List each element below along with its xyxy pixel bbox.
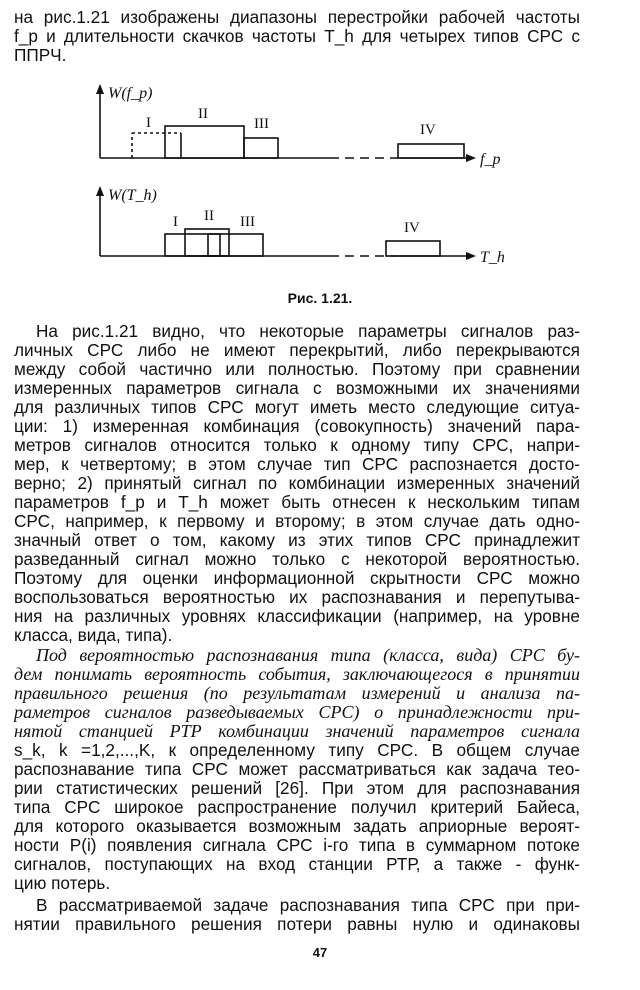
para3-line: нятии правильного решения потери равны нулю и одинаковы xyxy=(14,915,580,934)
para2-line: цию потерь. xyxy=(14,874,111,893)
top-diagram xyxy=(96,84,476,162)
para2-italic-line: нятой станцией РТР комбинации значений параметров сигнала xyxy=(14,722,580,741)
para2-formula-line: s_k, k =1,2,...,K, к определенному типу СРС. В общем случае xyxy=(14,741,580,760)
para1-line: между собой частично или полностью. Поэтому при сравнении xyxy=(14,360,580,379)
para1-line: На рис.1.21 видно, что некоторые параметры сигналов раз- xyxy=(36,322,580,341)
para1-line: СРС, например, к первому и второму; в этом случае дать одно- xyxy=(14,512,580,531)
figure-1-21 xyxy=(0,0,640,290)
para2-line: рии статистических решений [26]. При этом для распознавания xyxy=(14,779,580,798)
figure-caption: Рис. 1.21. xyxy=(287,290,353,306)
para1-line: параметров f_p и T_h может быть отнесен к нескольким типам xyxy=(14,493,580,512)
para2-italic-line: Под вероятностью распознавания типа (класса, вида) СРС бу- xyxy=(36,646,580,665)
top-x-arrow xyxy=(466,154,476,162)
box-ii-bottom xyxy=(185,229,229,256)
para2-italic-line: раметров сигналов разведываемых СРС) о принадлежности при- xyxy=(14,703,580,722)
box-i-bottom xyxy=(165,234,220,256)
box-iv xyxy=(398,144,464,158)
para1-line: измеренных параметров сигнала с возможными их значениями xyxy=(14,379,580,398)
box-iii-bottom xyxy=(208,234,263,256)
top-y-label: W(f_p) xyxy=(108,85,153,102)
box-ii xyxy=(165,126,244,158)
bottom-x-arrow xyxy=(466,252,476,260)
para2-line: типа СРС широкое распространение получил критерий Байеса, xyxy=(14,798,580,817)
para1-line: класса, вида, типа). xyxy=(14,626,173,645)
paragraph-3 xyxy=(14,896,580,934)
para2-line: ности P(i) появления сигнала СРС i-го типа в суммарном потоке xyxy=(14,836,580,855)
label-ii: II xyxy=(198,106,208,122)
para2-line: сигналов, поступающих на вход станции РТР, а также - функ- xyxy=(14,855,580,874)
para1-line: для различных типов СРС могут иметь место следующие ситуа- xyxy=(14,398,580,417)
bottom-x-label: T_h xyxy=(480,249,505,266)
para1-line: воспользоваться вероятностью их распознавания и перепутыва- xyxy=(14,588,580,607)
para1-line: метров сигналов относится только к одному типу СРС, напри- xyxy=(14,436,580,455)
bottom-y-label: W(T_h) xyxy=(108,187,157,204)
para2-italic-line: дем понимать вероятность события, заключающегося в принятии xyxy=(14,665,580,684)
para2-line: распознавание типа СРС может рассматриваться как задача тео- xyxy=(14,760,580,779)
label-i: I xyxy=(146,115,151,131)
para1-line: ции: 1) измеренная комбинация (совокупность) значений пара- xyxy=(14,417,580,436)
label-i-bottom: I xyxy=(173,214,178,230)
para1-line: Поэтому для оценки информационной скрытности СРС можно xyxy=(14,569,580,588)
page-number: 47 xyxy=(312,945,328,960)
para1-line: личных СРС либо не имеют перекрытий, либо перекрываются xyxy=(14,341,580,360)
intro-line: ППРЧ. xyxy=(14,46,67,65)
label-iv: IV xyxy=(420,122,436,138)
para1-line: разведанный сигнал можно только с некоторой вероятностью. xyxy=(14,550,580,569)
top-y-arrow xyxy=(96,84,104,94)
para1-line: значный ответ о том, какому из этих типов СРС принадлежит xyxy=(14,531,580,550)
label-iii: III xyxy=(254,116,269,132)
para1-line: мер, к четвертому; в этом случае тип СРС распознается досто- xyxy=(14,455,580,474)
bottom-y-arrow xyxy=(96,186,104,196)
para3-line: В рассматриваемой задаче распознавания типа СРС при при- xyxy=(36,896,580,915)
paragraph-2 xyxy=(14,646,580,893)
para2-line: для которого оказывается возможным задать априорные вероят- xyxy=(14,817,580,836)
para1-line: верно; 2) принятый сигнал по комбинации измеренных значений xyxy=(14,474,580,493)
para2-italic-line: правильного решения (по результатам измерений и анализа па- xyxy=(14,684,580,703)
box-iv-bottom xyxy=(386,241,440,256)
intro-line: f_p и длительности скачков частоты T_h для четырех типов СРС с xyxy=(14,27,580,46)
para1-line: ния на различных уровнях классификации (например, на уровне xyxy=(14,607,580,626)
paragraph-1 xyxy=(14,322,580,645)
bottom-diagram-labels xyxy=(108,187,505,266)
label-iii-bottom: III xyxy=(240,214,255,230)
label-ii-bottom: II xyxy=(204,208,214,224)
intro-line: на рис.1.21 изображены диапазоны перестройки рабочей частоты xyxy=(14,8,580,27)
top-x-label: f_p xyxy=(480,151,501,168)
label-iv-bottom: IV xyxy=(404,220,420,236)
box-iii xyxy=(244,138,278,158)
